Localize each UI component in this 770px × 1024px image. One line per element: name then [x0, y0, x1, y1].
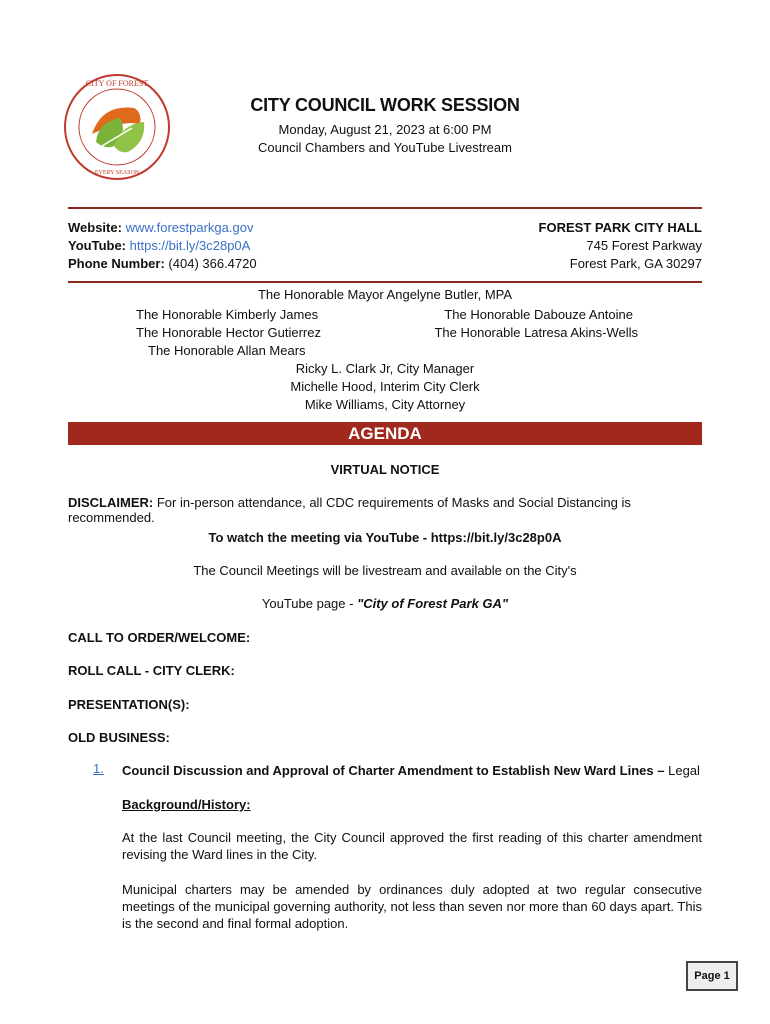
item-1-separator: –: [653, 763, 669, 778]
phone-label: Phone Number:: [68, 256, 165, 271]
city-clerk: Michelle Hood, Interim City Clerk: [290, 379, 480, 394]
item-1-paragraph-1: At the last Council meeting, the City Council approved the first reading of this charter amendment revising the Ward lines in the City.: [122, 830, 702, 862]
city-manager: Ricky L. Clark Jr, City Manager: [295, 361, 475, 376]
item-1-paragraph-2: Municipal charters may be amended by ordinances duly adopted at two regular consecutive meetings of the municipal governing authority, not less than seven nor more than 60 days apart. This is the second and final formal adoption.: [122, 882, 702, 931]
divider: [68, 207, 702, 209]
city-hall-name: FOREST PARK CITY HALL: [538, 220, 702, 235]
divider: [68, 281, 702, 283]
website-link[interactable]: www.forestparkga.gov: [125, 220, 254, 235]
virtual-notice: VIRTUAL NOTICE: [330, 462, 440, 477]
city-hall-block: [539, 219, 702, 273]
mayor: The Honorable Mayor Angelyne Butler, MPA: [257, 287, 513, 302]
disclaimer-label: DISCLAIMER:: [68, 495, 154, 510]
website-label: Website:: [68, 220, 122, 235]
meeting-location: Council Chambers and YouTube Livestream: [258, 140, 512, 155]
city-attorney: Mike Williams, City Attorney: [304, 397, 466, 412]
watch-line: To watch the meeting via YouTube - https://bit.ly/3c28p0A: [208, 530, 562, 545]
item-1-heading: [122, 763, 722, 778]
youtube-page-name: "City of Forest Park GA": [357, 596, 509, 611]
contact-block: [68, 219, 257, 273]
youtube-label: YouTube:: [68, 238, 127, 253]
item-number[interactable]: 1.: [93, 761, 104, 776]
city-hall-city: Forest Park, GA 30297: [569, 256, 702, 271]
disclaimer: [68, 495, 708, 525]
page-title: CITY COUNCIL WORK SESSION: [250, 95, 520, 115]
item-1-dept: Legal: [668, 763, 700, 778]
meeting-date: Monday, August 21, 2023 at 6:00 PM: [278, 122, 492, 137]
agenda-heading: AGENDA: [68, 422, 702, 445]
youtube-page-line: [0, 596, 770, 611]
youtube-page-prefix: YouTube page -: [261, 596, 358, 611]
youtube-link[interactable]: https://bit.ly/3c28p0A: [129, 238, 251, 253]
phone-value: (404) 366.4720: [168, 256, 257, 271]
city-hall-street: 745 Forest Parkway: [586, 238, 702, 253]
item-1-title: Council Discussion and Approval of Charter Amendment to Establish New Ward Lines: [122, 763, 654, 778]
official-left-3: The Honorable Allan Mears: [148, 343, 306, 358]
page-number: Page 1: [686, 961, 738, 991]
disclaimer-text: For in-person attendance, all CDC requirements of Masks and Social Distancing is recommended.: [68, 495, 631, 525]
section-presentations: PRESENTATION(S):: [68, 697, 190, 712]
section-call-to-order: CALL TO ORDER/WELCOME:: [68, 630, 251, 645]
official-right-2: The Honorable Latresa Akins-Wells: [434, 325, 638, 340]
background-label: Background/History:: [122, 797, 251, 812]
livestream-line: The Council Meetings will be livestream and available on the City's: [193, 563, 577, 578]
official-left-2: The Honorable Hector Gutierrez: [136, 325, 321, 340]
official-right-1: The Honorable Dabouze Antoine: [444, 307, 633, 322]
section-roll-call: ROLL CALL - CITY CLERK:: [68, 663, 235, 678]
section-old-business: OLD BUSINESS:: [68, 730, 170, 745]
svg-text:EVERY SEASON: EVERY SEASON: [94, 170, 140, 176]
official-left-1: The Honorable Kimberly James: [136, 307, 319, 322]
svg-text:CITY OF FOREST: CITY OF FOREST: [85, 79, 149, 88]
